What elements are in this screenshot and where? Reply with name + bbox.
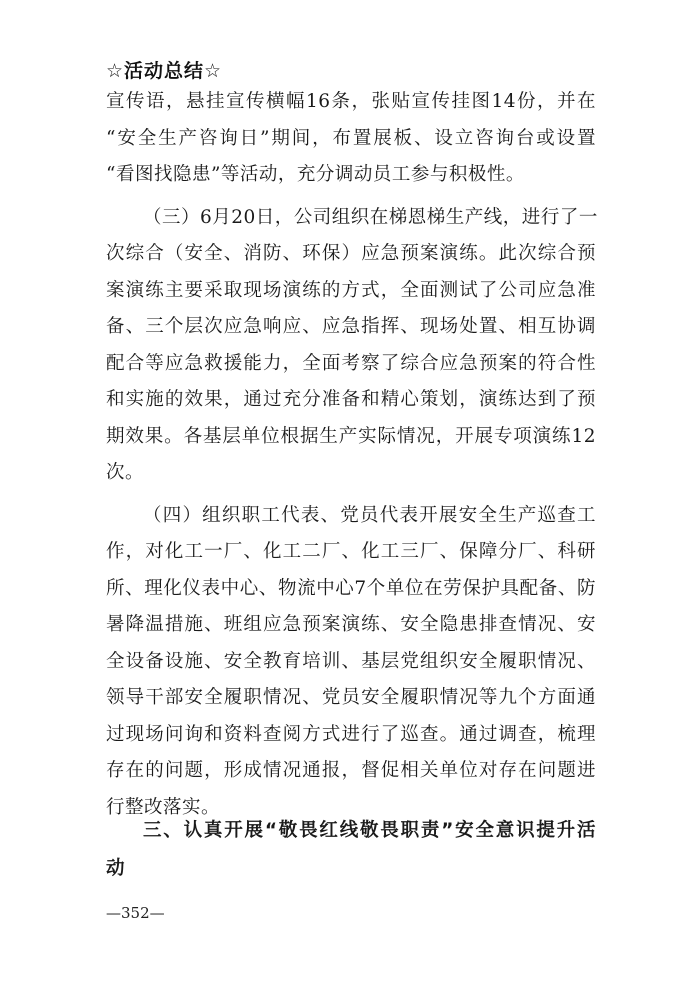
page-number: —352— bbox=[106, 904, 165, 922]
text-line: 案演练主要采取现场演练的方式，全面测试了公司应急准 bbox=[106, 279, 596, 301]
text-line: 存在的问题，形成情况通报，督促相关单位对存在问题进 bbox=[106, 760, 596, 781]
text-line: 配合等应急救援能力，全面考察了综合应急预案的符合性 bbox=[106, 352, 596, 374]
heading-line: 三、认真开展“敬畏红线敬畏职责”安全意识提升活 bbox=[143, 820, 596, 841]
text-line: 行整改落实。 bbox=[106, 796, 221, 818]
text-line: 所、理化仪表中心、物流中心7个单位在劳保护具配备、防 bbox=[106, 577, 596, 599]
text-line: 作，对化工一厂、化工二厂、化工三厂、保障分厂、科研 bbox=[106, 541, 596, 562]
text-line: 领导干部安全履职情况、党员安全履职情况等九个方面通 bbox=[106, 687, 596, 708]
text-line: （四）组织职工代表、党员代表开展安全生产巡查工 bbox=[143, 504, 596, 526]
text-line: 次。 bbox=[106, 462, 145, 483]
header-title: ☆活动总结☆ bbox=[106, 60, 223, 82]
text-line: 全设备设施、安全教育培训、基层党组织安全履职情况、 bbox=[106, 650, 596, 672]
text-line: “安全生产咨询日”期间，布置展板、设立咨询台或设置 bbox=[106, 127, 596, 149]
section-heading bbox=[106, 812, 596, 888]
text-line: 期效果。各基层单位根据生产实际情况，开展专项演练12 bbox=[106, 425, 596, 447]
text-line: 备、三个层次应急响应、应急指挥、现场处置、相互协调 bbox=[106, 316, 596, 337]
body-text bbox=[106, 84, 596, 826]
heading-line: 动 bbox=[106, 858, 126, 879]
text-line: 宣传语，悬挂宣传横幅16条，张贴宣传挂图14份，并在 bbox=[106, 91, 596, 112]
text-line: “看图找隐患”等活动，充分调动员工参与积极性。 bbox=[106, 164, 525, 185]
paragraph-1 bbox=[106, 84, 596, 194]
text-line: 过现场问询和资料查阅方式进行了巡查。通过调查，梳理 bbox=[106, 723, 596, 745]
text-line: 和实施的效果，通过充分准备和精心策划，演练达到了预 bbox=[106, 389, 596, 410]
paragraph-3 bbox=[106, 498, 596, 827]
text-line: （三）6月20日，公司组织在梯恩梯生产线，进行了一 bbox=[143, 206, 598, 228]
paragraph-2 bbox=[106, 200, 596, 492]
text-line: 暑降温措施、班组应急预案演练、安全隐患排查情况、安 bbox=[106, 614, 596, 635]
text-line: 次综合（安全、消防、环保）应急预案演练。此次综合预 bbox=[106, 243, 596, 264]
